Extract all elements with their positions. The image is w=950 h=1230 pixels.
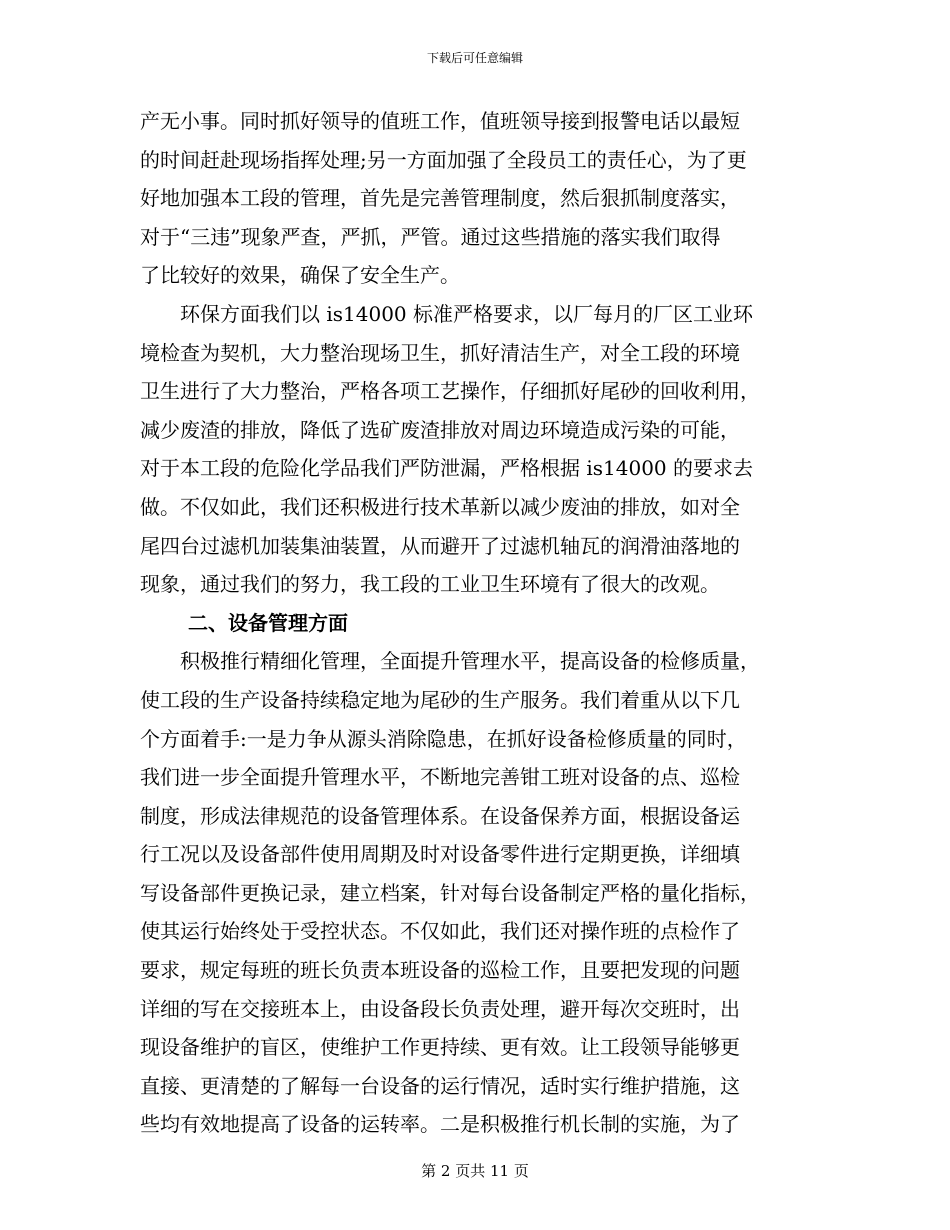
text-line: 制度，形成法律规范的设备管理体系。在设备保养方面，根据设备运 — [140, 803, 740, 828]
text-line: 好地加强本工段的管理，首先是完善管理制度，然后狠抓制度落实， — [140, 186, 740, 211]
text-line: 详细的写在交接班本上，由设备段长负责处理，避开每次交班时，出 — [140, 996, 740, 1021]
text-line: 境检查为契机，大力整治现场卫生，抓好清洁生产，对全工段的环境 — [140, 340, 740, 365]
page-header: 下载后可任意编辑 — [426, 51, 523, 65]
text-line: 些均有效地提高了设备的运转率。二是积极推行机长制的实施，为了 — [140, 1112, 740, 1137]
text-line: 行工况以及设备部件使用周期及时对设备零件进行定期更换，详细填 — [140, 842, 740, 867]
text-line: 环保方面我们以 is14000 标准严格要求，以厂每月的厂区工业环 — [180, 301, 753, 326]
text-line: 使工段的生产设备持续稳定地为尾砂的生产服务。我们着重从以下几 — [140, 687, 740, 712]
text-line: 现设备维护的盲区，使维护工作更持续、更有效。让工段领导能够更 — [140, 1035, 740, 1060]
body-text — [140, 102, 812, 1144]
text-line: 了比较好的效果，确保了安全生产。 — [140, 263, 460, 288]
text-line: 要求，规定每班的班长负责本班设备的巡检工作，且要把发现的问题 — [140, 958, 740, 983]
text-line: 个方面着手:一是力争从源头消除隐患，在抓好设备检修质量的同时， — [140, 726, 747, 751]
text-line: 对于“三违”现象严查，严抓，严管。通过这些措施的落实我们取得 — [140, 224, 721, 249]
text-line: 直接、更清楚的了解每一台设备的运行情况，适时实行维护措施，这 — [140, 1073, 740, 1098]
page-number: 第 2 页共 11 页 — [421, 1162, 529, 1180]
text-line: 产无小事。同时抓好领导的值班工作，值班领导接到报警电话以最短 — [140, 109, 740, 133]
text-line: 做。不仅如此，我们还积极进行技术革新以减少废油的排放，如对全 — [140, 494, 740, 519]
text-line: 减少废渣的排放，降低了选矿废渣排放对周边环境造成污染的可能， — [140, 417, 740, 442]
text-line: 的时间赶赴现场指挥处理;另一方面加强了全段员工的责任心，为了更 — [140, 147, 747, 172]
text-line: 我们进一步全面提升管理水平，不断地完善钳工班对设备的点、巡检 — [140, 765, 740, 790]
text-line: 尾四台过滤机加装集油装置，从而避开了过滤机轴瓦的润滑油落地的 — [140, 533, 740, 558]
text-line: 对于本工段的危险化学品我们严防泄漏，严格根据 is14000 的要求去 — [140, 456, 753, 481]
text-line: 写设备部件更换记录，建立档案，针对每台设备制定严格的量化指标， — [140, 880, 760, 905]
text-line: 使其运行始终处于受控状态。不仅如此，我们还对操作班的点检作了 — [140, 919, 740, 944]
text-line: 卫生进行了大力整治，严格各项工艺操作，仔细抓好尾砂的回收利用， — [140, 379, 760, 404]
text-line: 现象，通过我们的努力，我工段的工业卫生环境有了很大的改观。 — [140, 572, 720, 597]
section-heading: 二、设备管理方面 — [188, 610, 348, 635]
text-line: 积极推行精细化管理，全面提升管理水平，提高设备的检修质量， — [180, 649, 760, 674]
